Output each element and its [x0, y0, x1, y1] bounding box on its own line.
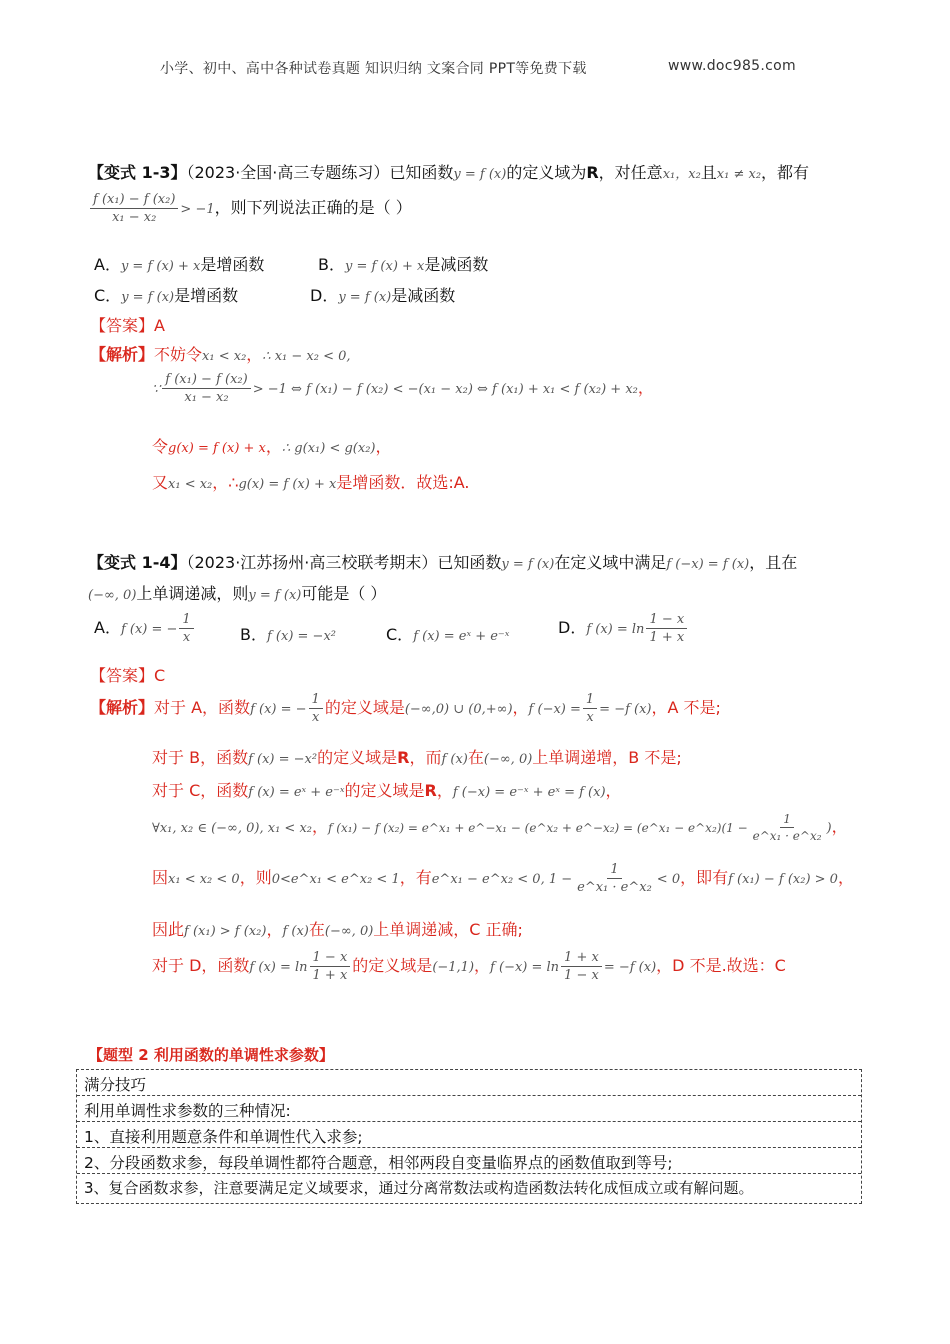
numerator: 1 [309, 692, 323, 709]
q13-source: （2023·全国·高三专题练习） [186, 163, 390, 182]
q14-label: 【变式 1-4】 [88, 553, 187, 572]
tips-title: 满分技巧 [84, 1076, 147, 1094]
solution-text: 的定义域是 [344, 781, 425, 800]
math: ∴ x₁ − x₂ < 0, [262, 349, 351, 364]
solution-text: ， [512, 698, 529, 717]
solution-text: ，而 [409, 748, 442, 767]
q14-solution-c2 [152, 812, 848, 843]
solution-text: ， [375, 437, 392, 456]
math: (−∞, 0) [324, 924, 374, 939]
option-label: C． [94, 286, 122, 305]
q14-text: ，且在 [749, 553, 798, 572]
q14-solution-a [90, 692, 721, 725]
math: f (x) = eˣ + e⁻ˣ [413, 629, 510, 644]
solution-text: 又 [152, 473, 169, 492]
math: = −f (x) [603, 960, 657, 975]
solution-text: 是增函数．故选:A. [336, 473, 470, 492]
q13-solution-line2 [152, 372, 654, 405]
denominator: x [586, 710, 594, 725]
denominator: x₁ − x₂ [112, 210, 157, 225]
q13-answer: 【答案】A [90, 316, 165, 335]
solution-text: 的定义域是 [324, 698, 405, 717]
tips-item-2: 2、分段函数求参，每段单调性都符合题意，相邻两段自变量临界点的函数值取到等号; [84, 1154, 673, 1172]
solution-text: 对于 A，函数 [154, 698, 251, 717]
q14-solution-d [152, 950, 786, 983]
option-text: 是减函数 [391, 286, 456, 305]
solution-text: 上单调递增，B 不是; [532, 748, 682, 767]
q13-label: 【变式 1-3】 [88, 163, 187, 182]
math: f (x) = − [250, 702, 307, 717]
q14-solution-b [152, 745, 682, 768]
section-title: 【题型 2 利用函数的单调性求参数】 [88, 1046, 334, 1064]
math: f (x₁) − f (x₂) > 0 [728, 872, 838, 887]
math: f (x) = − [120, 622, 178, 637]
q13-solution-line3 [152, 434, 392, 457]
solution-text: 令 [152, 437, 169, 456]
q14-option-d [558, 612, 689, 645]
q14-text: 在定义域中满足 [554, 553, 667, 572]
solution-text: ， [637, 378, 654, 397]
fraction [561, 950, 602, 983]
math: f (−x) = [528, 702, 581, 717]
numerator: 1 [607, 862, 621, 879]
denominator: x [182, 630, 191, 645]
math: x₁， [662, 167, 689, 182]
math: y = f (x) [121, 290, 175, 305]
solution-text: 在 [308, 920, 325, 939]
math: f (x) = −x² [266, 629, 336, 644]
math: x₁ < x₂ [202, 349, 247, 364]
math: (−1,1) [432, 960, 475, 975]
real-set: R [397, 748, 410, 767]
tips-intro: 利用单调性求参数的三种情况: [84, 1102, 291, 1120]
q14-text: 可能是（ ） [301, 584, 387, 603]
fraction [583, 692, 597, 725]
solution-text: ， [831, 817, 848, 836]
solution-text: ，D 不是.故选：C [656, 956, 786, 975]
fraction [162, 372, 250, 405]
denominator: 1 + x [649, 630, 685, 645]
math: y = f (x) [501, 557, 555, 572]
solution-text: ， [266, 920, 283, 939]
math: f (−x) = e⁻ˣ + eˣ = f (x) [452, 785, 606, 800]
q14-source: （2023·江苏扬州·高三校联考期末） [186, 553, 438, 572]
math: f (−x) = f (x) [666, 557, 750, 572]
q13-solution-line1 [90, 342, 351, 365]
solution-text: ，∴ [212, 473, 239, 492]
denominator: e^x₁ · e^x₂ [752, 829, 822, 843]
fraction [646, 612, 687, 645]
q13-option-a [94, 252, 264, 275]
math: f (−x) = ln [490, 960, 560, 975]
solution-text: 对于 D，函数 [152, 956, 250, 975]
q14-solution-c [152, 778, 622, 801]
solution-text: ， [474, 956, 491, 975]
math: y = f (x) + x [120, 259, 201, 274]
math: < 0 [656, 872, 681, 887]
option-label: A． [94, 618, 121, 637]
numerator: 1 − x [646, 612, 687, 629]
math: x₁ ≠ x₂ [716, 167, 762, 182]
math: > −1 [180, 202, 215, 217]
math: f (x) [441, 752, 468, 767]
denominator: e^x₁ · e^x₂ [577, 880, 652, 895]
divider [77, 1095, 861, 1096]
option-text: 是增函数 [174, 286, 239, 305]
option-text: 是增函数 [200, 255, 265, 274]
numerator: f (x₁) − f (x₂) [162, 372, 250, 389]
option-label: B． [240, 625, 267, 644]
solution-text: ， [246, 345, 263, 364]
math: f (x) = −x² [248, 752, 318, 767]
math: y = f (x) [453, 167, 507, 182]
math: x₁ < x₂ < 0 [168, 872, 240, 887]
divider [77, 1173, 861, 1174]
q13-option-b [318, 252, 488, 275]
math: g(x) = f (x) + x [168, 441, 266, 456]
numerator: 1 [780, 812, 794, 828]
q14-line1 [88, 550, 797, 573]
solution-text: 上单调递减，C 正确; [373, 920, 523, 939]
q13-text: 的定义域为 [506, 163, 587, 182]
solution-text: 的定义域是 [352, 956, 433, 975]
fraction [179, 612, 193, 645]
solution-text: ， [837, 868, 854, 887]
q14-solution-c3 [152, 862, 854, 895]
option-text: 是减函数 [424, 255, 489, 274]
solution-text: 的定义域是 [317, 748, 398, 767]
solution-text: 对于 B，函数 [152, 748, 249, 767]
denominator: 1 − x [564, 968, 599, 983]
solution-text: ，有 [399, 868, 432, 887]
q13-solution-line4 [152, 470, 469, 493]
fraction [309, 692, 323, 725]
tips-item-1: 1、直接利用题意条件和单调性代入求参; [84, 1128, 363, 1146]
q14-line2 [88, 581, 386, 604]
denominator: x₁ − x₂ [184, 390, 229, 405]
math: f (x₁) − f (x₂) = e^x₁ + e^−x₁ − (e^x₂ + e^−x₂) = (e^x₁ − e^x₂)(1 − [328, 821, 748, 835]
math: f (x) = ln [586, 622, 645, 637]
numerator: 1 [179, 612, 193, 629]
numerator: 1 [583, 692, 597, 709]
header-text: 小学、初中、高中各种试卷真题 知识归纳 文案合同 PPT等免费下载 [160, 61, 587, 77]
solution-text: ， [436, 781, 453, 800]
fraction [310, 950, 351, 983]
q13-option-d [310, 283, 455, 306]
option-label: D． [558, 618, 587, 637]
fraction [574, 862, 655, 895]
q13-line1 [88, 160, 809, 183]
divider [77, 1147, 861, 1148]
solution-text: 在 [467, 748, 484, 767]
math: g(x) = f (x) + x [238, 477, 337, 492]
solution-text: ， [312, 817, 329, 836]
math: f (x) = eˣ + e⁻ˣ [248, 785, 345, 800]
math: ∀x₁, x₂ ∈ (−∞, 0), x₁ < x₂ [152, 821, 312, 836]
q14-option-b [240, 622, 336, 645]
math: x₂ [688, 167, 701, 182]
q14-option-c [386, 622, 509, 645]
option-label: D． [310, 286, 339, 305]
solution-text: 对于 C，函数 [152, 781, 249, 800]
math: x₁ < x₂ [168, 477, 213, 492]
solution-text: ，A 不是; [651, 698, 721, 717]
math: y = f (x) + x [344, 259, 425, 274]
q14-text: 上单调递减，则 [136, 584, 249, 603]
real-set: R [586, 163, 599, 182]
math: ∴ g(x₁) < g(x₂) [281, 441, 376, 456]
tips-item-3: 3、复合函数求参，注意要满足定义域要求，通过分离常数法或构造函数法转化成恒成立或有解问题。 [84, 1179, 754, 1197]
q13-option-c [94, 283, 238, 306]
q13-text: 且 [700, 163, 717, 182]
math: f (x) = ln [249, 960, 308, 975]
option-label: C． [386, 625, 414, 644]
math: f (x) [282, 924, 309, 939]
numerator: 1 + x [561, 950, 602, 967]
fraction [750, 812, 825, 843]
q14-option-a [94, 612, 196, 645]
denominator: x [312, 710, 320, 725]
math: ∵ [152, 382, 161, 397]
solution-text: ， [265, 437, 282, 456]
solution-label: 【解析】 [90, 698, 155, 717]
option-label: A． [94, 255, 121, 274]
math: 0<e^x₁ < e^x₂ < 1 [271, 872, 400, 887]
q14-text: 已知函数 [437, 553, 502, 572]
q13-text: ，对任意 [598, 163, 663, 182]
numerator: f (x₁) − f (x₂) [90, 192, 178, 209]
q13-text: 已知函数 [389, 163, 454, 182]
solution-text: ，则 [239, 868, 272, 887]
math: > −1 ⇔ f (x₁) − f (x₂) < −(x₁ − x₂) ⇔ f (x₁) + x₁ < f (x₂) + x₂ [252, 382, 638, 397]
solution-text: 因 [152, 868, 169, 887]
math: (−∞,0) ∪ (0,+∞) [404, 702, 513, 717]
divider [77, 1121, 861, 1122]
math: = −f (x) [599, 702, 652, 717]
q13-text: ，则下列说法正确的是（ ） [214, 198, 412, 217]
solution-text: ， [605, 781, 622, 800]
math: (−∞, 0) [483, 752, 533, 767]
math: y = f (x) [248, 588, 302, 603]
solution-text: 因此 [152, 920, 185, 939]
q14-solution-c4 [152, 917, 523, 940]
numerator: 1 − x [310, 950, 351, 967]
q13-line2 [88, 192, 412, 225]
math: (−∞, 0) [88, 588, 137, 603]
solution-text: 不妨令 [154, 345, 203, 364]
solution-label: 【解析】 [90, 345, 155, 364]
q14-answer: 【答案】C [90, 666, 166, 685]
math: e^x₁ − e^x₂ < 0, 1 − [431, 872, 573, 887]
q13-text: ，都有 [761, 163, 810, 182]
solution-text: ，即有 [680, 868, 729, 887]
real-set: R [424, 781, 437, 800]
fraction [90, 192, 178, 225]
denominator: 1 + x [312, 968, 348, 983]
math: y = f (x) [338, 290, 392, 305]
math: f (x₁) > f (x₂) [184, 924, 267, 939]
math: ) [826, 821, 832, 836]
header-url[interactable]: www.doc985.com [668, 58, 796, 74]
option-label: B． [318, 255, 345, 274]
